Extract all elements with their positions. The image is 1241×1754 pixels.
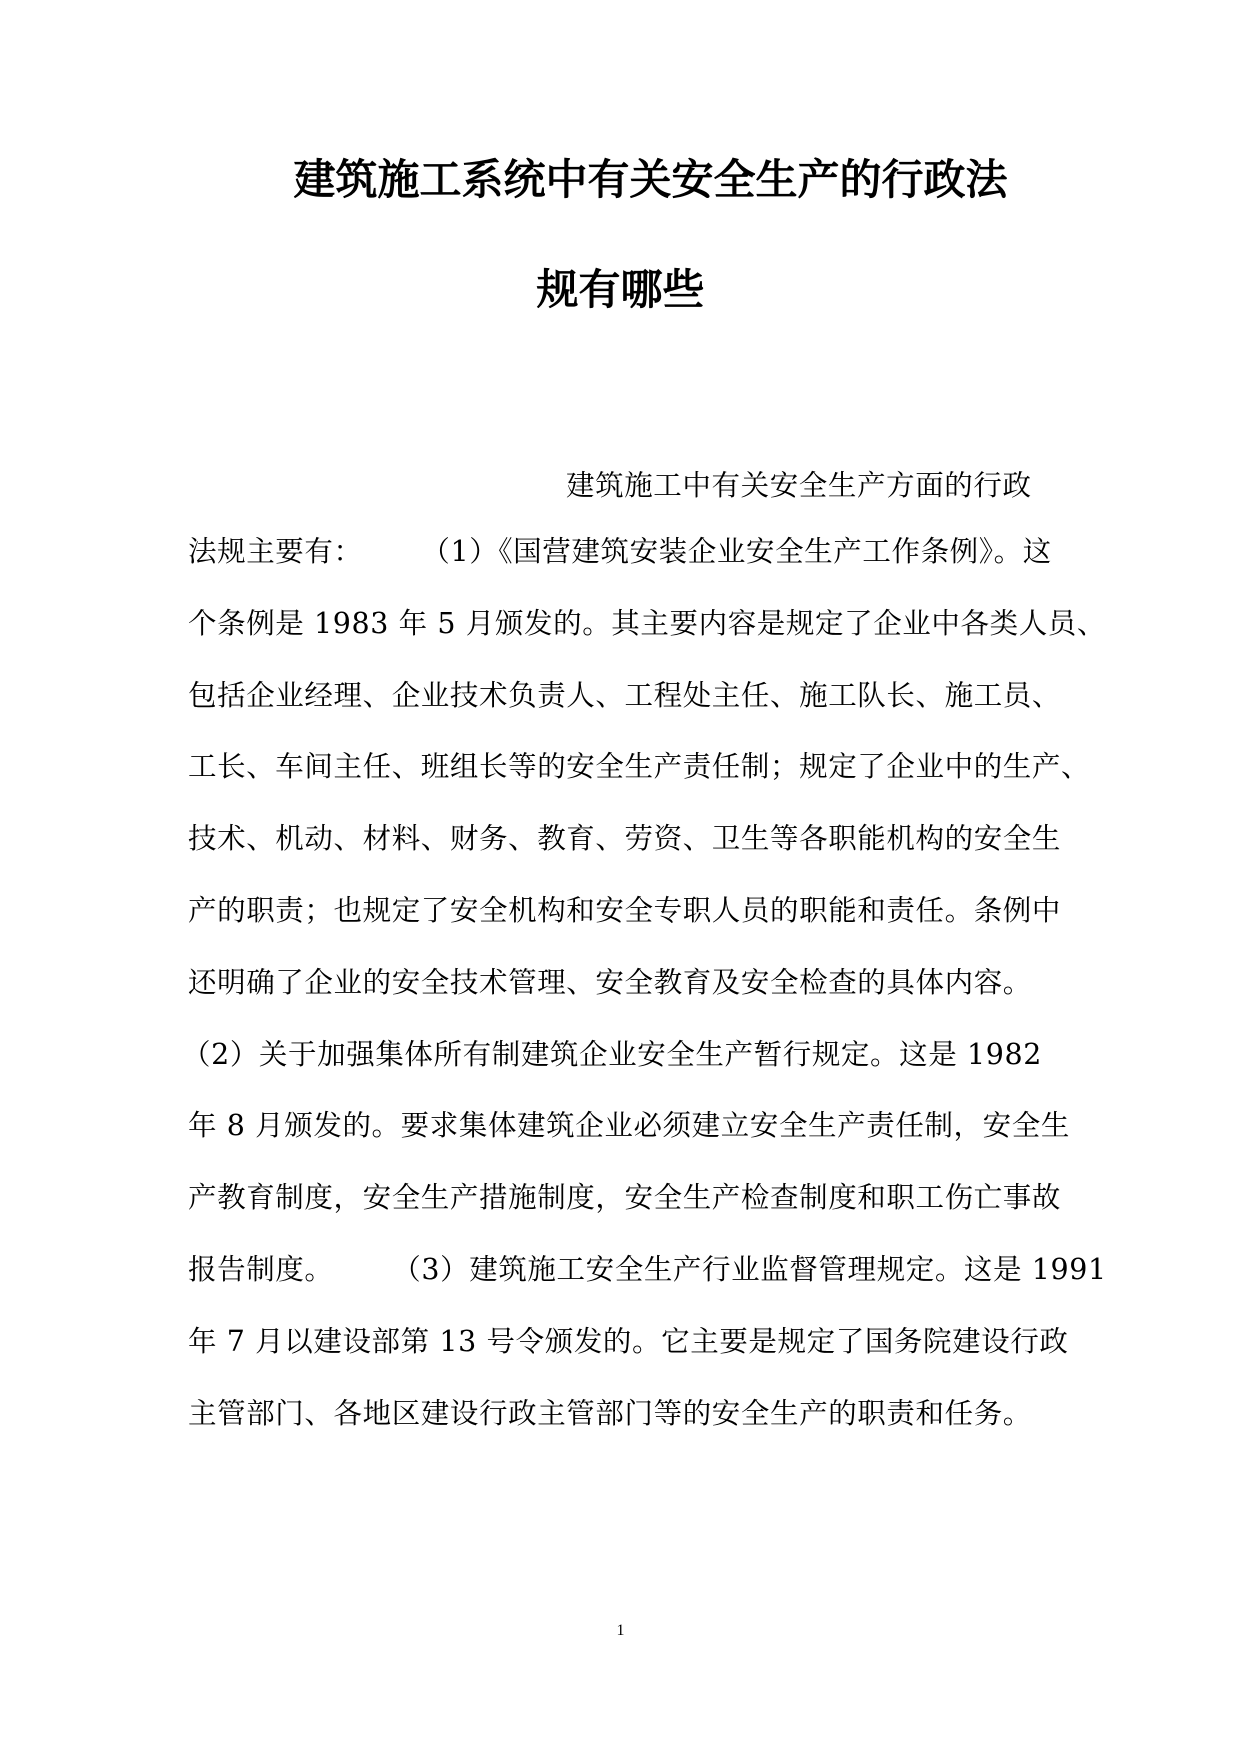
document-title-line-1: 建筑施工系统中有关安全生产的行政法 [293,155,1008,204]
body-line: 法规主要有： （1）《国营建筑安装企业安全生产工作条例》。这 [188,535,1052,568]
body-line: 还明确了企业的安全技术管理、安全教育及安全检查的具体内容。 [188,966,1032,999]
body-line: 主管部门、各地区建设行政主管部门等的安全生产的职责和任务。 [188,1397,1032,1430]
body-line: 产教育制度，安全生产措施制度，安全生产检查制度和职工伤亡事故 [188,1181,1062,1214]
body-line: 工长、车间主任、班组长等的安全生产责任制；规定了企业中的生产、 [188,750,1091,783]
body-line: 产的职责；也规定了安全机构和安全专职人员的职能和责任。条例中 [188,894,1062,927]
page-number: 1 [616,1622,625,1639]
body-line: 建筑施工中有关安全生产方面的行政 [566,469,1032,502]
body-line: 报告制度。 （3）建筑施工安全生产行业监督管理规定。这是 1991 [188,1253,1107,1286]
body-line: 个条例是 1983 年 5 月颁发的。其主要内容是规定了企业中各类人员、 [188,607,1107,640]
document-title-line-2: 规有哪些 [536,265,705,314]
body-line: 技术、机动、材料、财务、教育、劳资、卫生等各职能机构的安全生 [188,822,1062,855]
body-line: （2）关于加强集体所有制建筑企业安全生产暂行规定。这是 1982 [182,1038,1042,1071]
body-line: 包括企业经理、企业技术负责人、工程处主任、施工队长、施工员、 [188,679,1062,712]
body-line: 年 8 月颁发的。要求集体建筑企业必须建立安全生产责任制，安全生 [188,1109,1070,1142]
body-line: 年 7 月以建设部第 13 号令颁发的。它主要是规定了国务院建设行政 [188,1325,1069,1358]
